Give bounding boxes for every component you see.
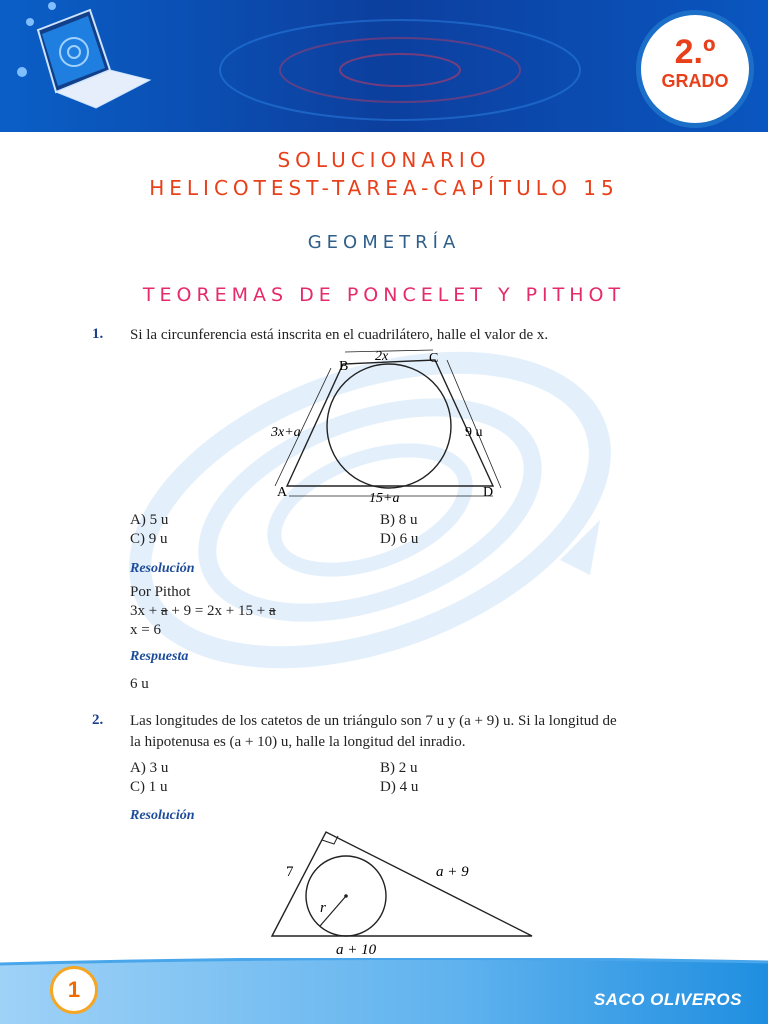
topic-title: TEOREMAS DE PONCELET Y PITHOT (142, 284, 626, 306)
grade-badge (636, 10, 754, 128)
q1-resolution-heading: Resolución (130, 561, 195, 576)
question-1-text: Si la circunferencia está inscrita en el cuadrilátero, halle el valor de x. (130, 327, 549, 343)
page-number: 1 (50, 966, 98, 1014)
subject-title: GEOMETRÍA (307, 232, 461, 253)
q1-step-3: x = 6 (130, 622, 161, 638)
question-1-figure (265, 346, 505, 506)
q2-option-a: A) 3 u (130, 760, 169, 776)
q1-step-2-part-a: 3x + (130, 603, 161, 619)
hypotenuse-label: a + 10 (336, 942, 377, 958)
brand-logo-text: SACO OLIVEROS (593, 990, 742, 1009)
leg-a9-label: a + 9 (436, 864, 469, 880)
question-2-text-line-1: Las longitudes de los catetos de un triángulo son 7 u y (a + 9) u. Si la longitud de (130, 713, 617, 729)
q2-option-d: D) 4 u (380, 779, 419, 795)
leg-7-label: 7 (286, 864, 294, 880)
q1-answer-heading: Respuesta (130, 649, 189, 664)
q1-option-b: B) 8 u (380, 512, 418, 528)
q1-step-2 (130, 603, 276, 620)
grade-number: 2.º (674, 33, 716, 71)
side-bc-label: 2x (375, 349, 389, 364)
side-ad-label: 15+a (369, 491, 400, 506)
q1-option-d: D) 6 u (380, 531, 419, 547)
vertex-b-label: B (339, 359, 349, 374)
q2-option-c: C) 1 u (130, 779, 168, 795)
side-cd-label: 9 u (465, 425, 483, 440)
vertex-a-label: A (277, 485, 288, 500)
q1-step-2-cancel-2: a (268, 603, 276, 619)
grade-label: GRADO (661, 71, 729, 91)
q1-option-a: A) 5 u (130, 512, 169, 528)
question-2-figure (262, 826, 542, 960)
title-solucionario: SOLUCIONARIO (277, 148, 491, 172)
q1-step-1: Por Pithot (130, 584, 191, 600)
q1-step-2-part-b: + 9 = 2x + 15 + (167, 603, 269, 619)
q1-step-2-cancel-1: a (160, 603, 168, 619)
question-1-number: 1. (92, 326, 104, 342)
question-2-text-line-2: la hipotenusa es (a + 10) u, halle la longitud del inradio. (130, 734, 466, 750)
q2-resolution-heading: Resolución (130, 808, 195, 823)
title-chapter: HELICOTEST-TAREA-CAPÍTULO 15 (149, 176, 619, 200)
inradius-label: r (320, 900, 326, 916)
vertex-c-label: C (429, 351, 439, 366)
q1-option-c: C) 9 u (130, 531, 168, 547)
vertex-d-label: D (483, 485, 494, 500)
q2-option-b: B) 2 u (380, 760, 418, 776)
question-2-number: 2. (92, 712, 104, 728)
q1-answer: 6 u (130, 676, 149, 692)
side-ab-label: 3x+a (271, 425, 301, 440)
